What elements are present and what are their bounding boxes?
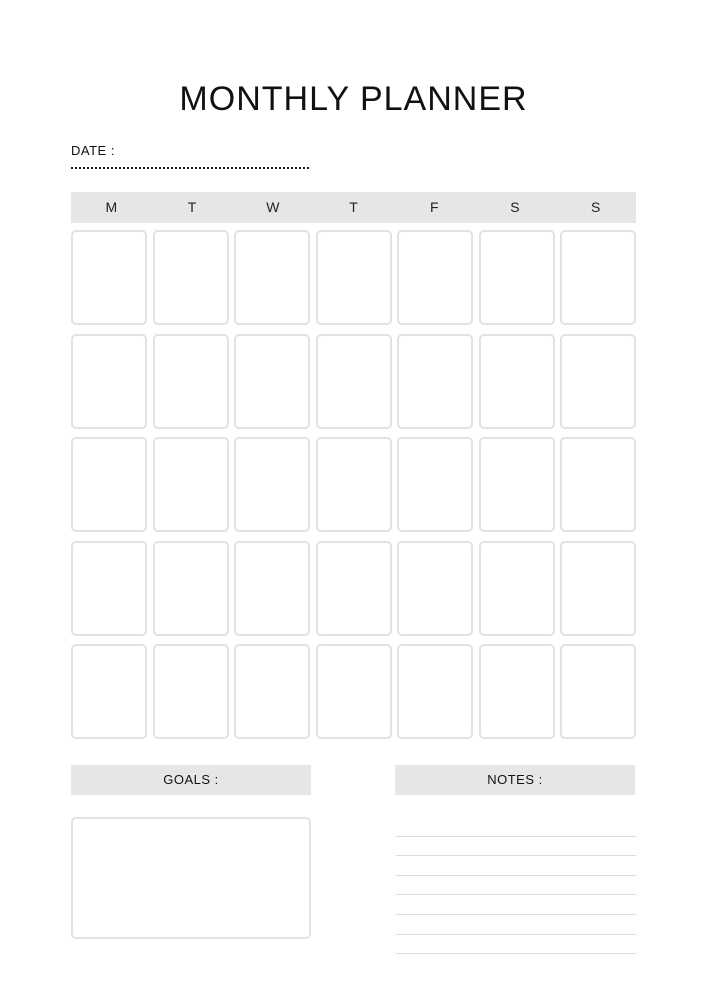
calendar-day-cell[interactable] xyxy=(71,334,147,429)
calendar-day-cell[interactable] xyxy=(560,230,636,325)
calendar-day-cell[interactable] xyxy=(234,437,310,532)
calendar-day-cell[interactable] xyxy=(71,437,147,532)
calendar-day-cell[interactable] xyxy=(153,437,229,532)
goals-header: GOALS : xyxy=(71,765,311,795)
calendar-day-cell[interactable] xyxy=(71,230,147,325)
calendar-day-cell[interactable] xyxy=(397,230,473,325)
calendar-day-cell[interactable] xyxy=(479,644,555,739)
calendar-day-cell[interactable] xyxy=(479,230,555,325)
weekday-monday: M xyxy=(105,199,118,215)
weekday-thursday: T xyxy=(349,199,358,215)
notes-line[interactable] xyxy=(396,915,636,935)
calendar-day-cell[interactable] xyxy=(560,334,636,429)
notes-line[interactable] xyxy=(396,935,636,955)
calendar-day-cell[interactable] xyxy=(71,541,147,636)
notes-line[interactable] xyxy=(396,837,636,857)
calendar-day-cell[interactable] xyxy=(479,334,555,429)
calendar-day-cell[interactable] xyxy=(234,230,310,325)
calendar-day-cell[interactable] xyxy=(560,644,636,739)
calendar-day-cell[interactable] xyxy=(479,437,555,532)
weekday-saturday: S xyxy=(510,199,520,215)
goals-box[interactable] xyxy=(71,817,311,939)
calendar-day-cell[interactable] xyxy=(316,334,392,429)
calendar-day-cell[interactable] xyxy=(316,541,392,636)
weekday-header-bar xyxy=(71,192,636,223)
calendar-day-cell[interactable] xyxy=(71,644,147,739)
calendar-day-cell[interactable] xyxy=(316,644,392,739)
calendar-day-cell[interactable] xyxy=(316,437,392,532)
notes-line[interactable] xyxy=(396,895,636,915)
calendar-day-cell[interactable] xyxy=(234,541,310,636)
calendar-day-cell[interactable] xyxy=(397,437,473,532)
notes-line[interactable] xyxy=(396,817,636,837)
weekday-friday: F xyxy=(429,199,439,215)
weekday-tuesday: T xyxy=(187,199,197,215)
date-label: DATE : xyxy=(71,143,115,158)
notes-header: NOTES : xyxy=(395,765,635,795)
calendar-day-cell[interactable] xyxy=(560,541,636,636)
weekday-sunday: S xyxy=(591,199,601,215)
notes-line[interactable] xyxy=(396,856,636,876)
calendar-day-cell[interactable] xyxy=(153,334,229,429)
calendar-day-cell[interactable] xyxy=(153,644,229,739)
calendar-day-cell[interactable] xyxy=(397,541,473,636)
calendar-day-cell[interactable] xyxy=(153,230,229,325)
date-entry-line[interactable] xyxy=(71,167,309,169)
weekday-wednesday: W xyxy=(266,199,280,215)
calendar-day-cell[interactable] xyxy=(397,334,473,429)
calendar-day-cell[interactable] xyxy=(234,334,310,429)
calendar-day-cell[interactable] xyxy=(234,644,310,739)
calendar-day-cell[interactable] xyxy=(316,230,392,325)
calendar-day-cell[interactable] xyxy=(479,541,555,636)
calendar-day-cell[interactable] xyxy=(153,541,229,636)
notes-line[interactable] xyxy=(396,876,636,896)
page-title: MONTHLY PLANNER xyxy=(179,80,528,118)
calendar-day-cell[interactable] xyxy=(397,644,473,739)
notes-lines xyxy=(396,817,636,954)
calendar-grid xyxy=(71,230,636,739)
calendar-day-cell[interactable] xyxy=(560,437,636,532)
